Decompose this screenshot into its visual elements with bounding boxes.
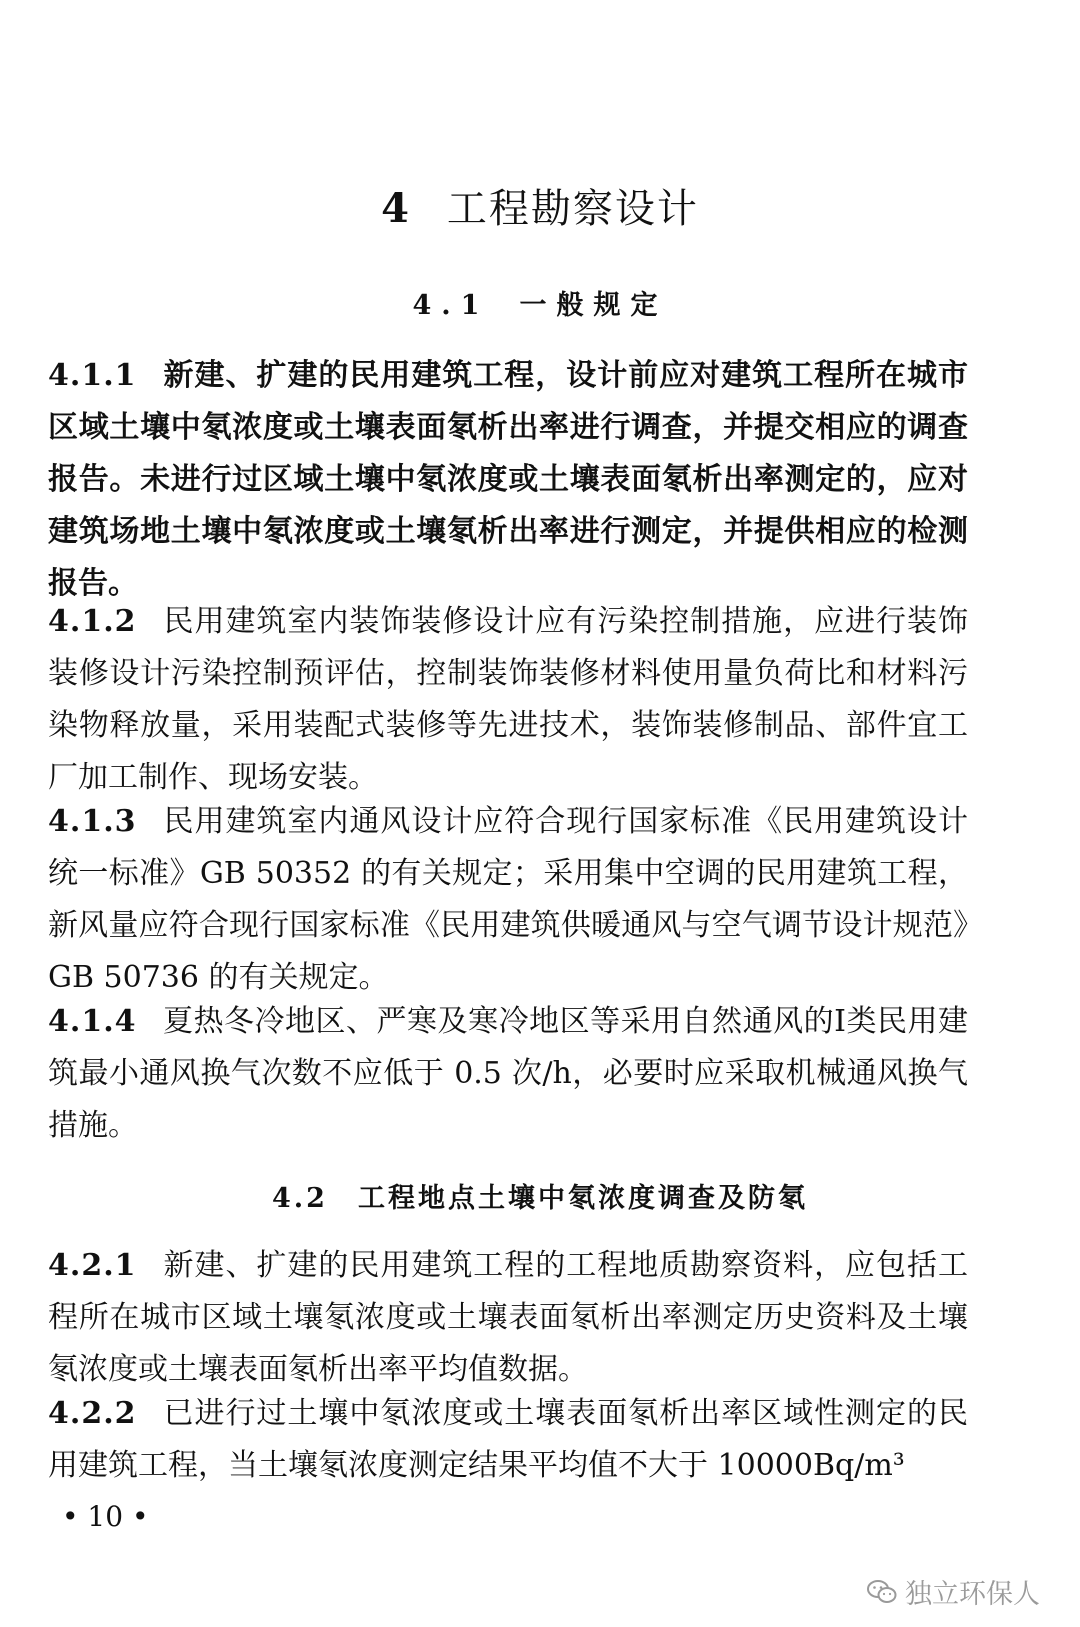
watermark-text: 独立环保人 [905,1579,1040,1610]
clause-4-2-1 [48,1240,968,1396]
clause-text: 新建、扩建的民用建筑工程，设计前应对建筑工程所在城市区域土壤中氡浓度或土壤表面氡析出率进行调查，并提交相应的调查报告。未进行过区域土壤中氡浓度或土壤表面氡析出率测定的，应对建筑场地土壤中氡浓度或土壤氡析出率进行测定，并提供相应的检测报告。 [48,358,968,601]
watermark [867,1572,1040,1611]
clause-number: 4.2.2 [48,1396,137,1431]
clause-4-1-3 [48,796,968,1004]
clause-text: 新建、扩建的民用建筑工程的工程地质勘察资料，应包括工程所在城市区域土壤氡浓度或土壤表面氡析出率测定历史资料及土壤氡浓度或土壤表面氡析出率平均值数据。 [48,1248,968,1387]
clause-text: 民用建筑室内装饰装修设计应有污染控制措施，应进行装饰装修设计污染控制预评估，控制装饰装修材料使用量负荷比和材料污染物释放量，采用装配式装修等先进技术，装饰装修制品、部件宜工厂加工制作、现场安装。 [48,604,968,795]
clause-4-1-4 [48,996,968,1152]
section-heading-4-2 [0,1176,1080,1215]
chapter-title [0,177,1080,234]
clause-text: 已进行过土壤中氡浓度或土壤表面氡析出率区域性测定的民用建筑工程，当土壤氡浓度测定结果平均值不大于 10000Bq/m³ [48,1396,968,1483]
chapter-title-text: 工程勘察设计 [446,185,699,232]
clause-4-2-2 [48,1388,968,1492]
section-title-text: 工程地点土壤中氡浓度调查及防氡 [357,1183,808,1214]
section-heading-4-1 [0,283,1080,322]
section-title-text: 一般规定 [519,290,668,321]
clause-4-1-1 [48,350,968,610]
section-number: 4.2 [272,1183,328,1214]
clause-text: 民用建筑室内通风设计应符合现行国家标准《民用建筑设计统一标准》GB 50352 的有关规定；采用集中空调的民用建筑工程，新风量应符合现行国家标准《民用建筑供暖通风与空气调节设计规范》GB 50736 的有关规定。 [48,804,968,995]
wechat-icon [867,1579,897,1605]
page-number: • 10 • [62,1500,149,1533]
clause-number: 4.1.4 [48,1004,137,1039]
clause-number: 4.1.3 [48,804,137,839]
clause-number: 4.1.2 [48,604,137,639]
clause-text: 夏热冬冷地区、严寒及寒冷地区等采用自然通风的Ⅰ类民用建筑最小通风换气次数不应低于 0.5 次/h，必要时应采取机械通风换气措施。 [48,1004,968,1143]
clause-4-1-2 [48,596,968,804]
clause-number: 4.1.1 [48,358,137,393]
clause-number: 4.2.1 [48,1248,137,1283]
section-number: 4.1 [412,290,490,321]
chapter-number: 4 [381,184,411,232]
